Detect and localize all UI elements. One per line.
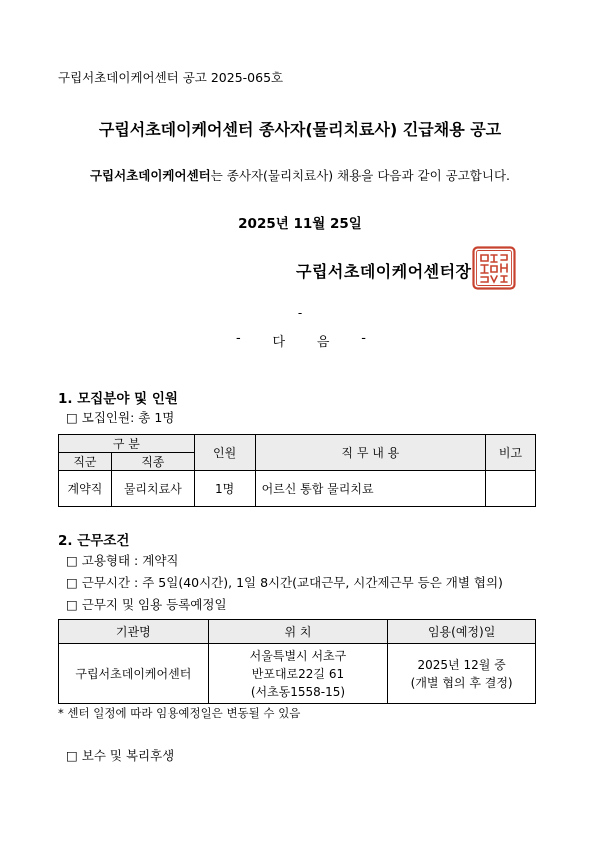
recruit-table [58,434,536,507]
salary-benefits-bullet: □ 보수 및 복리후생 [66,748,175,763]
work-hours-bullet: □ 근무시간 : 주 5일(40시간), 1일 8시간(교대근무, 시간제근무 등은 개별 협의) [66,575,503,590]
separator-dash: - [297,306,303,320]
header-duty: 직 무 내 용 [255,435,485,471]
cell-org: 구립서초데이케어센터 [59,644,209,704]
official-seal-icon [472,246,516,290]
cell-location [208,644,388,704]
cell-duty: 어르신 통합 물리치료 [255,471,485,507]
section1-title: 1. 모집분야 및 인원 [58,391,178,407]
location-line-2: 반포대로22길 61 [251,666,345,681]
workplace-bullet: □ 근무지 및 임용 등록예정일 [66,597,227,612]
header-location: 위 치 [208,620,388,644]
intro-org-name: 구립서초데이케어센터 [89,168,211,183]
header-category: 구 분 [59,435,195,453]
cell-count: 1명 [194,471,255,507]
daeum-word-1: 다 [272,335,286,350]
daeum-left-dash: - [236,331,241,346]
cell-job: 물리치료사 [111,471,194,507]
section2-title: 2. 근무조건 [58,533,130,549]
intro-rest: 는 종사자(물리치료사) 채용을 다음과 같이 공고합니다. [210,168,510,183]
page-title: 구립서초데이케어센터 종사자(물리치료사) 긴급채용 공고 [98,120,502,139]
daeum-right-dash: - [361,331,366,346]
notice-date: 2025년 11월 25일 [238,216,362,232]
header-job-type: 직군 [59,453,112,471]
recruit-count-bullet: □ 모집인원: 총 1명 [66,410,175,425]
issuer-name: 구립서초데이케어센터장 [296,262,472,281]
intro-text [0,166,600,184]
notice-number: 구립서초데이케어센터 공고 2025-065호 [58,70,284,85]
workplace-table [58,619,536,704]
location-line-1: 서울특별시 서초구 [249,648,347,663]
cell-start-date [388,644,536,704]
header-start-date: 임용(예정)일 [388,620,536,644]
cell-note [486,471,536,507]
employment-type-bullet: □ 고용형태 : 계약직 [66,553,179,568]
header-note: 비고 [486,435,536,471]
location-line-3: (서초동1558-15) [250,684,346,699]
start-date-line-2: (개별 협의 후 결정) [410,675,513,690]
daeum-word-2: 음 [316,335,330,350]
header-org: 기관명 [59,620,209,644]
cell-type: 계약직 [59,471,112,507]
footnote: * 센터 일정에 따라 임용예정일은 변동될 수 있음 [58,706,301,720]
start-date-line-1: 2025년 12월 중 [417,657,506,672]
table-row [59,471,536,507]
table-row [59,644,536,704]
header-count: 인원 [194,435,255,471]
section-heading-daeum [236,331,366,350]
header-job-title: 직종 [111,453,194,471]
